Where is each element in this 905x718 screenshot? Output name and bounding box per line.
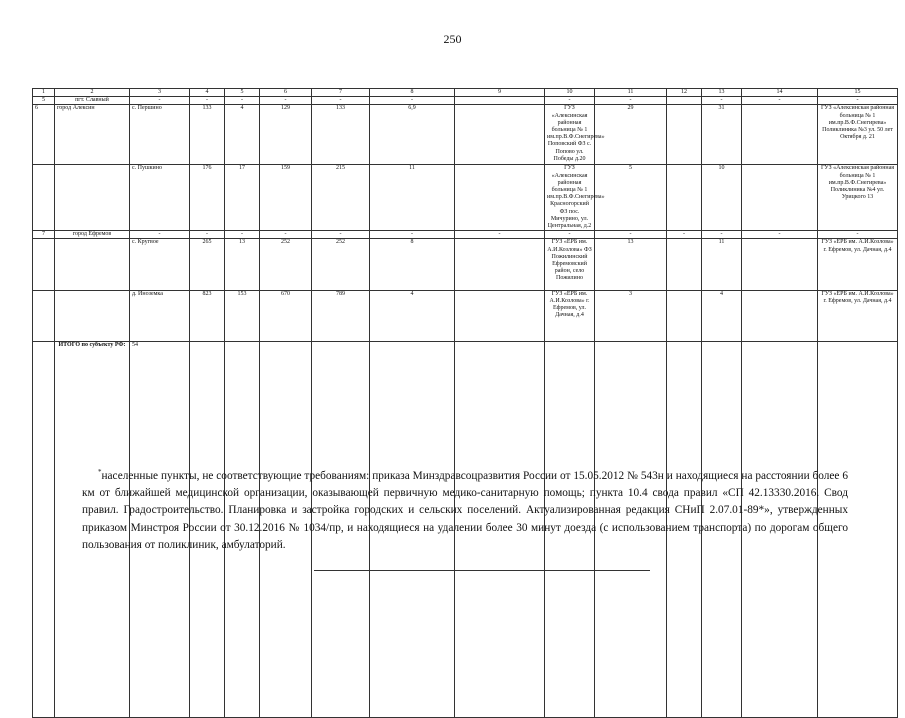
table-cell-c13: [742, 290, 818, 341]
table-cell-c12: -: [702, 231, 742, 239]
footnote: [82, 464, 848, 554]
column-number: 11: [595, 89, 667, 97]
table-cell-c8: [455, 97, 545, 105]
table-cell-settlement: с. Кругвое: [130, 239, 190, 290]
column-number: 15: [818, 89, 898, 97]
table-cell-c10: 3: [595, 290, 667, 341]
table-cell-c9: -: [545, 97, 595, 105]
table-cell-c4: 17: [225, 165, 260, 231]
table-cell-settlement: -: [130, 97, 190, 105]
table-cell-c4: 13: [225, 239, 260, 290]
column-number: 6: [260, 89, 312, 97]
table-cell-c6: 133: [312, 105, 370, 165]
table-cell-c12: 4: [702, 290, 742, 341]
table-cell-c4: -: [225, 231, 260, 239]
table-cell-settlement: с. Першино: [130, 105, 190, 165]
table-cell-settlement: 54: [130, 342, 190, 718]
table-cell-c7: -: [370, 231, 455, 239]
table-cell-c14: ГУЗ «Алексинская районная больница № 1 им.пр.В.Ф.Снегирева» Поликлиника №4 ул. Урицкого 13: [818, 165, 898, 231]
table-cell-c8: [455, 239, 545, 290]
table-cell-c10: -: [595, 97, 667, 105]
table-cell-district: [55, 239, 130, 290]
table-cell-no: [33, 239, 55, 290]
table-cell-c10: 5: [595, 165, 667, 231]
column-number: 7: [312, 89, 370, 97]
table-cell-c14: ГУЗ «ЕРБ им. А.И.Козлова» г. Ефремов, ул. Дачная, д.4: [818, 290, 898, 341]
table-cell-c12: -: [702, 97, 742, 105]
table-cell-no: [33, 342, 55, 718]
column-number: 1: [33, 89, 55, 97]
table-cell-c4: 4: [225, 105, 260, 165]
table-cell-c3: 176: [190, 165, 225, 231]
table-cell-c13: [742, 105, 818, 165]
table-cell-c7: -: [370, 97, 455, 105]
table-row: [33, 105, 898, 165]
table-cell-district: город Ефремов: [55, 231, 130, 239]
table-cell-no: 6: [33, 105, 55, 165]
table-cell-c9: ГУЗ «Алексинская районная больница № 1 им.пр.В.Ф.Снегирева» Красногорский ФЗ пос. Мичурино, ул. Центральная, д.2: [545, 165, 595, 231]
table-cell-c10: 29: [595, 105, 667, 165]
table-cell-c10: -: [595, 231, 667, 239]
column-number: 9: [455, 89, 545, 97]
table-cell-c3: 265: [190, 239, 225, 290]
table-cell-c8: [455, 105, 545, 165]
data-table: [32, 88, 898, 718]
table-cell-c7: 11: [370, 165, 455, 231]
table-cell-settlement: с. Пушкино: [130, 165, 190, 231]
table-cell-c9: ГУЗ «ЕРБ им. А.И.Козлова» ФЗ Пожилинский Ефремовский район, село Пожилино: [545, 239, 595, 290]
column-number-row: [33, 89, 898, 97]
table-cell-no: 5: [33, 97, 55, 105]
column-number: 10: [545, 89, 595, 97]
table-cell-c12: 10: [702, 165, 742, 231]
table-cell-settlement: д. Иноземка: [130, 290, 190, 341]
table-cell-c7: 6,9: [370, 105, 455, 165]
table-cell-c4: 153: [225, 290, 260, 341]
table-cell-c7: 4: [370, 290, 455, 341]
table-cell-c11: [667, 165, 702, 231]
table-cell-c9: ГУЗ «ЕРБ им. А.И.Козлова» г. Ефремов, ул. Дачная, д.4: [545, 290, 595, 341]
table-cell-no: [33, 290, 55, 341]
column-number: 5: [225, 89, 260, 97]
table-cell-c5: 670: [260, 290, 312, 341]
table-cell-c5: -: [260, 97, 312, 105]
table-cell-c14: -: [818, 97, 898, 105]
table-cell-c5: 252: [260, 239, 312, 290]
table-cell-district: ИТОГО по субъекту РФ:: [55, 342, 130, 718]
table-row: [33, 231, 898, 239]
table-cell-c8: [455, 290, 545, 341]
column-number: 3: [130, 89, 190, 97]
table-cell-c3: 133: [190, 105, 225, 165]
table-cell-no: [33, 165, 55, 231]
footnote-divider: [314, 570, 650, 571]
table-cell-no: 7: [33, 231, 55, 239]
table-cell-c14: ГУЗ «ЕРБ им. А.И.Козлова» г. Ефремов, ул. Дачная, д.4: [818, 239, 898, 290]
table-cell-c9: ГУЗ «Алексинская районная больница № 1 им.пр.В.Ф.Снегирева» Поповский ФЗ с. Попово ул. Победы д.20: [545, 105, 595, 165]
table-body: [33, 89, 898, 718]
page-number: 250: [443, 32, 462, 46]
table-cell-district: [55, 165, 130, 231]
column-number: 12: [667, 89, 702, 97]
table-cell-c14: -: [818, 231, 898, 239]
table-cell-c9: -: [545, 231, 595, 239]
table-cell-c10: 13: [595, 239, 667, 290]
table-cell-c8: [455, 165, 545, 231]
table-cell-c13: -: [742, 97, 818, 105]
table-cell-c5: 159: [260, 165, 312, 231]
table-cell-c13: [742, 165, 818, 231]
table-cell-c6: 215: [312, 165, 370, 231]
column-number: 4: [190, 89, 225, 97]
table-cell-district: город Алексин: [55, 105, 130, 165]
table-cell-c13: [742, 239, 818, 290]
column-number: 14: [742, 89, 818, 97]
table-cell-c4: -: [225, 97, 260, 105]
table-cell-c3: -: [190, 97, 225, 105]
table-cell-district: пгт. Славный: [55, 97, 130, 105]
table-cell-c7: 8: [370, 239, 455, 290]
table-cell-c8: -: [455, 231, 545, 239]
table-cell-c11: [667, 105, 702, 165]
footnote-marker: *: [98, 468, 102, 476]
table-row: [33, 239, 898, 290]
table-cell-c3: -: [190, 231, 225, 239]
column-number: 13: [702, 89, 742, 97]
table-cell-settlement: -: [130, 231, 190, 239]
table-cell-c5: 129: [260, 105, 312, 165]
table-cell-c6: 252: [312, 239, 370, 290]
table-cell-c6: -: [312, 231, 370, 239]
table-row: [33, 165, 898, 231]
table-cell-c11: [667, 97, 702, 105]
column-number: 2: [55, 89, 130, 97]
table-cell-c11: [667, 290, 702, 341]
table-cell-c5: -: [260, 231, 312, 239]
table-row: [33, 290, 898, 341]
table-cell-c12: 11: [702, 239, 742, 290]
footnote-text: населенные пункты, не соответствующие требованиям: приказа Минздравсоцразвития России от 15.05.2012 № 543н и находящиеся на расстоянии более 6 км от ближайшей медицинской организации, оказывающей первичную медико-санитарную помощь; пункта 10.4 свода правил «СП 42.13330.2016. Свод правил. Градостроительство. Планировка и застройка городских и сельских поселений. Актуализированная редакция СНиП 2.07.01-89*», утвержденных приказом Минстроя России от 30.12.2016 № 1034/пр, и находящиеся на удалении более 30 минут доезда (с использованием транспорта) по дорогам общего пользования от поликлиник, амбулаторий.: [82, 469, 848, 551]
table-cell-c13: -: [742, 231, 818, 239]
column-number: 8: [370, 89, 455, 97]
table-cell-district: [55, 290, 130, 341]
table-cell-c6: 789: [312, 290, 370, 341]
table-cell-c11: -: [667, 231, 702, 239]
table-cell-c11: [667, 239, 702, 290]
table-cell-c12: 31: [702, 105, 742, 165]
table-row: [33, 97, 898, 105]
table-cell-c6: -: [312, 97, 370, 105]
table-cell-c14: ГУЗ «Алексинская районная больница № 1 им.пр.В.Ф.Снегирева» Поликлиника №3 ул. 50 лет Октября д. 21: [818, 105, 898, 165]
table-cell-c3: 823: [190, 290, 225, 341]
